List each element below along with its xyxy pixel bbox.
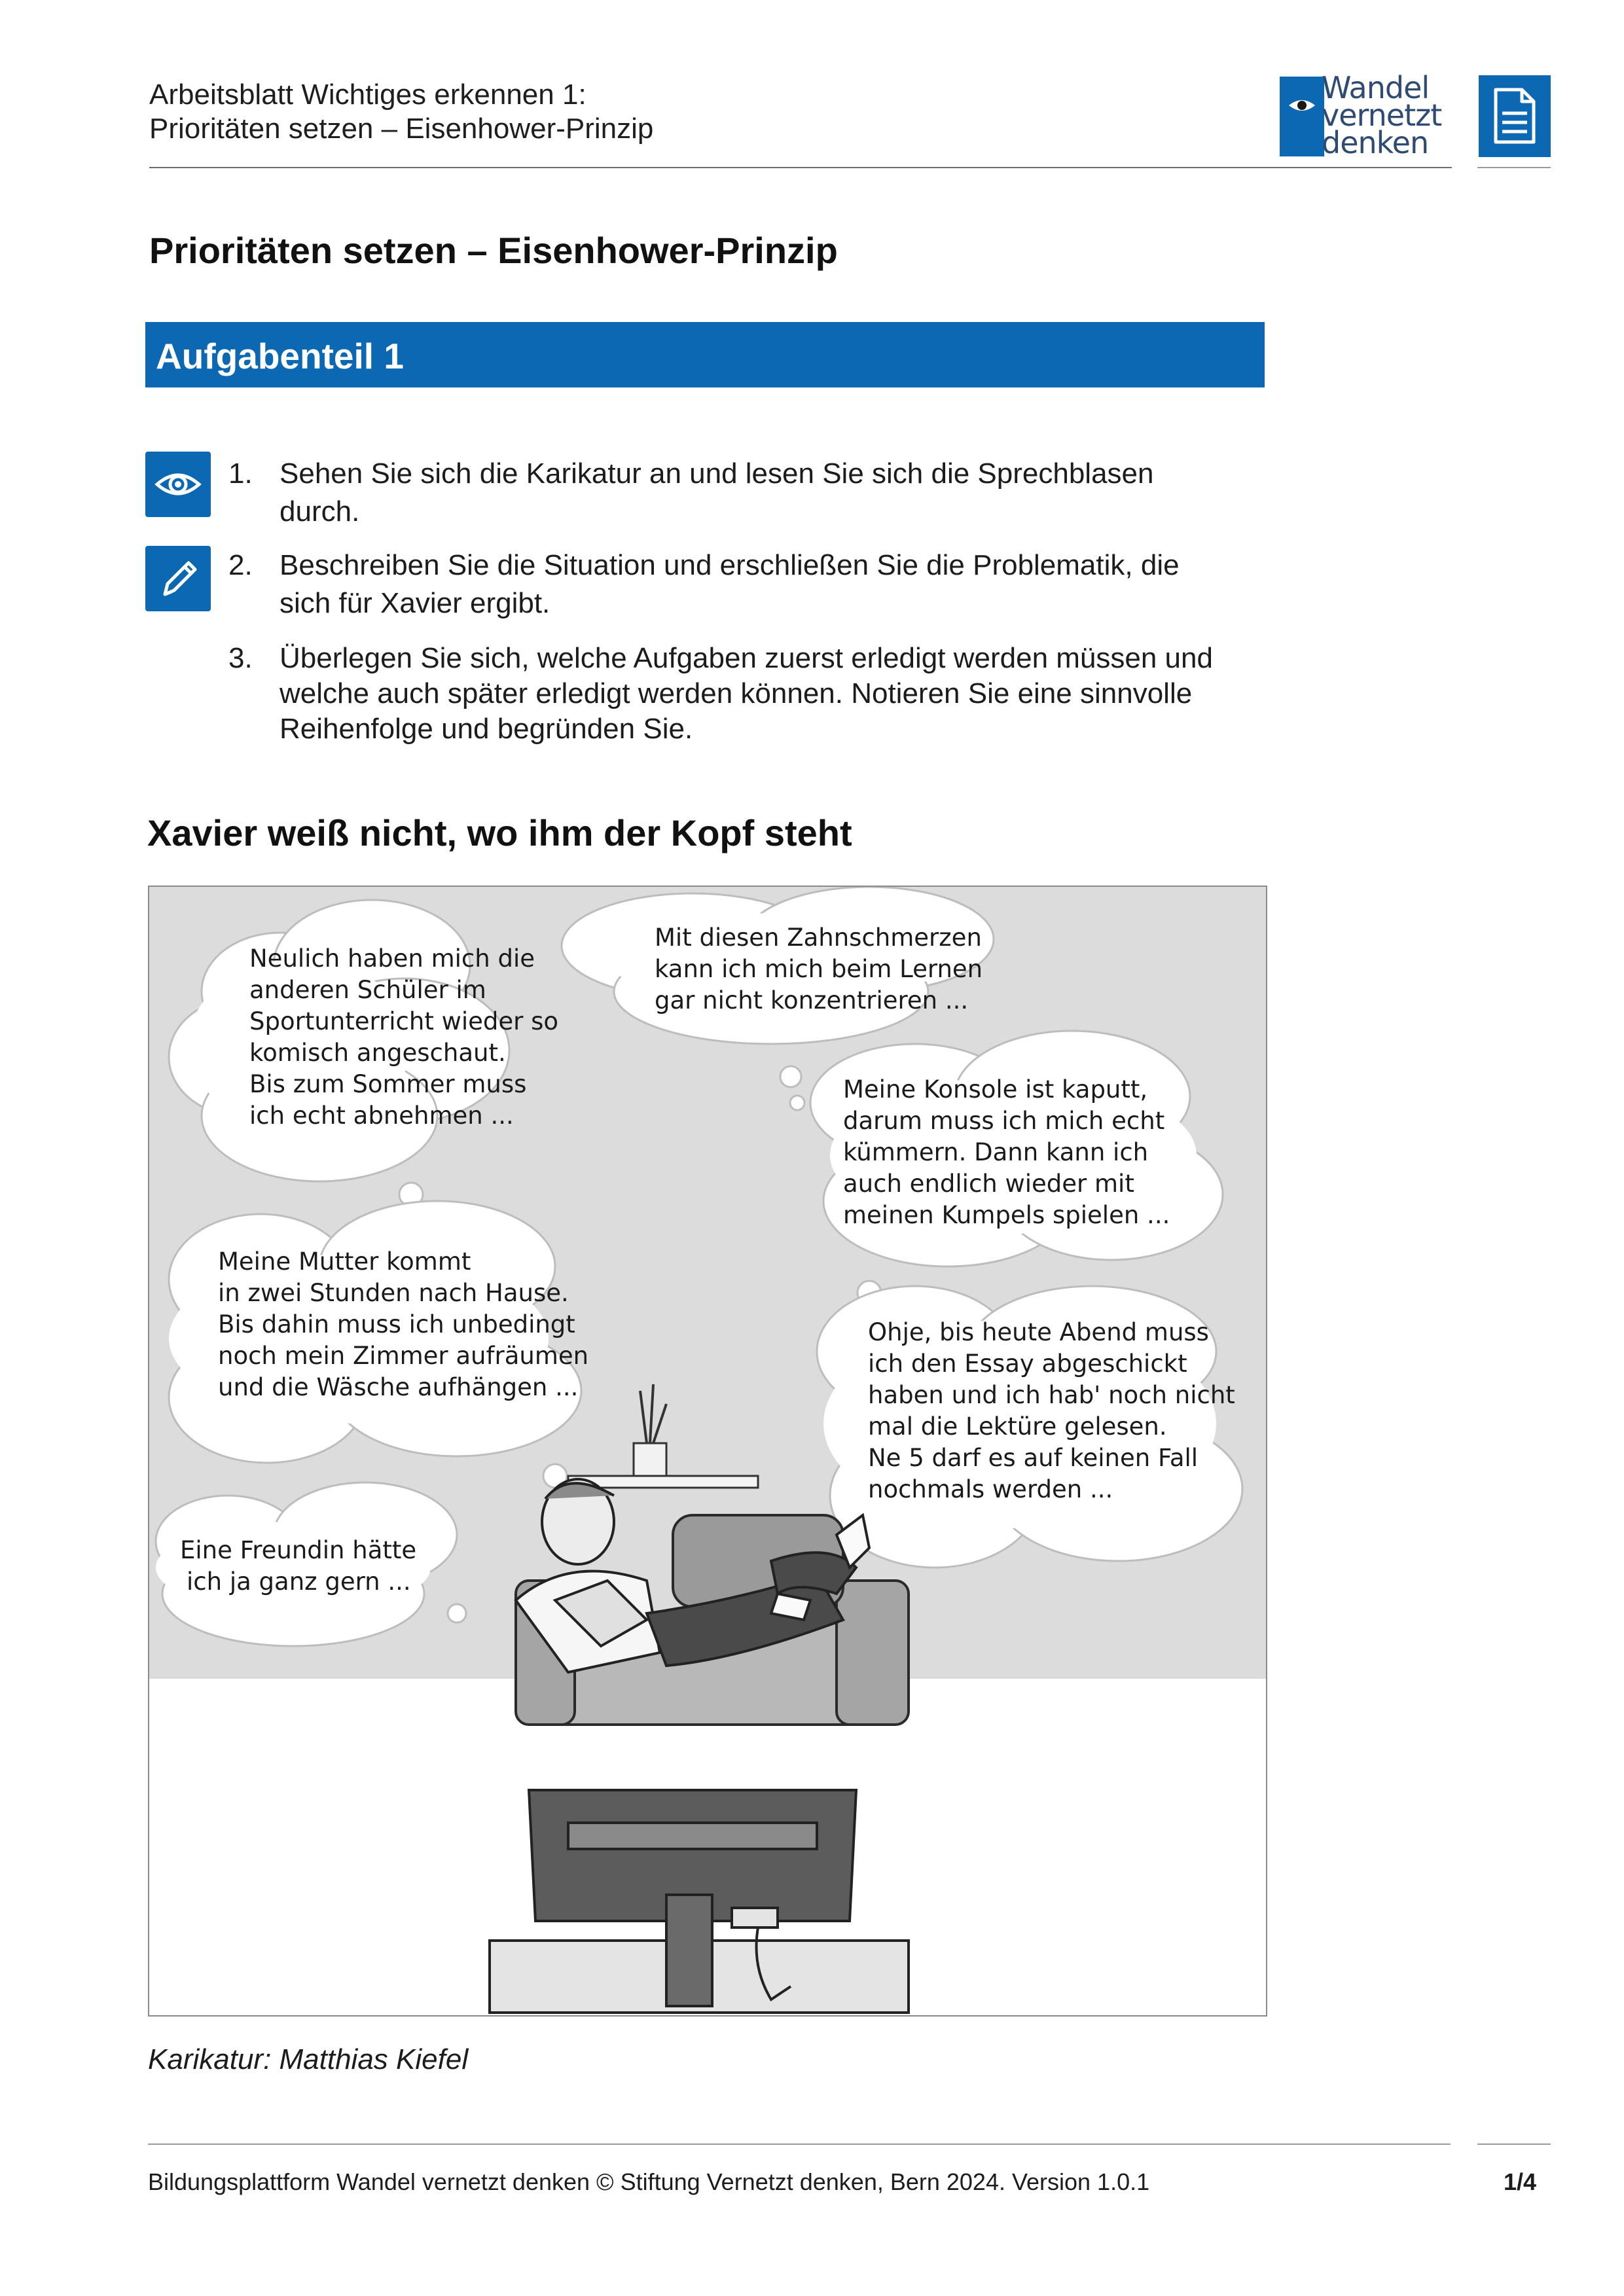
task-number: 3. [228, 642, 253, 674]
task-icon-pencil [145, 546, 211, 611]
logo-word-2: vernetzt [1322, 98, 1442, 133]
task-text-line: Beschreiben Sie die Situation und erschließen Sie die Problematik, die [280, 549, 1180, 581]
task-text-line: welche auch später erledigt werden können. Notieren Sie eine sinnvolle [280, 677, 1193, 709]
task-3 [228, 640, 1276, 751]
task-text-line: durch. [280, 495, 360, 528]
document-icon [1479, 75, 1551, 157]
logo-word-3: denken [1322, 125, 1429, 160]
section-header [145, 322, 1265, 387]
footer-divider-right [1477, 2144, 1551, 2145]
header-subtitle-line2: Prioritäten setzen – Eisenhower-Prinzip [149, 113, 654, 145]
cartoon-caption: Karikatur: Matthias Kiefel [148, 2043, 469, 2075]
page-title: Prioritäten setzen – Eisenhower-Prinzip [149, 230, 838, 271]
cartoon-illustration [148, 886, 1267, 2017]
thought-bubble-mother: Meine Mutter kommt in zwei Stunden nach Hause. Bis dahin muss ich unbedingt noch mein Zimmer aufräumen und die Wäsche aufhängen ... [218, 1247, 589, 1401]
thought-bubble-figure: Neulich haben mich die anderen Schüler im Sportunterricht wieder so komisch angeschaut. Bis zum Sommer muss ich echt abnehmen ... [249, 944, 559, 1130]
eye-logo-icon [1280, 77, 1324, 156]
footer-divider [148, 2144, 1451, 2145]
television [490, 1790, 909, 2013]
thought-bubble-girlfriend: Eine Freundin hätte ich ja ganz gern ... [180, 1536, 417, 1596]
task-text-line: Sehen Sie sich die Karikatur an und lesen Sie sich die Sprechblasen [280, 457, 1154, 490]
thought-bubble-toothache: Mit diesen Zahnschmerzen kann ich mich beim Lernen gar nicht konzentrieren ... [655, 924, 983, 1014]
footer-copyright: Bildungsplattform Wandel vernetzt denken © Stiftung Vernetzt denken, Bern 2024. Version 1.0.1 [148, 2168, 1150, 2195]
header-subtitle-line1: Arbeitsblatt Wichtiges erkennen 1: [149, 79, 586, 111]
task-text-line: Überlegen Sie sich, welche Aufgaben zuerst erledigt werden müssen und [280, 642, 1213, 674]
eye-icon [145, 452, 211, 517]
brand-logo [1280, 70, 1463, 160]
task-1 [228, 456, 1276, 534]
task-2 [228, 547, 1276, 626]
cartoon-title: Xavier weiß nicht, wo ihm der Kopf steht [147, 812, 852, 853]
section-header-label: Aufgabenteil 1 [156, 336, 404, 376]
task-icon-eye [145, 452, 211, 517]
page-number: 1/4 [1504, 2168, 1537, 2195]
task-number: 1. [228, 457, 253, 490]
thought-bubble-console: Meine Konsole ist kaputt, darum muss ich mich echt kümmern. Dann kann ich auch endlich wieder mit meinen Kumpels spielen ... [843, 1075, 1170, 1229]
logo-word-1: Wandel [1322, 70, 1430, 105]
task-text-line: Reihenfolge und begründen Sie. [280, 713, 693, 745]
thought-bubble-essay: Ohje, bis heute Abend muss ich den Essay abgeschickt haben und ich hab' noch nicht mal die Lektüre gelesen. Ne 5 darf es auf keinen Fall nochmals werden ... [868, 1318, 1235, 1503]
header-divider [149, 167, 1452, 168]
header-divider-right [1477, 167, 1551, 168]
task-text-line: sich für Xavier ergibt. [280, 587, 550, 619]
task-number: 2. [228, 549, 253, 581]
pencil-icon [145, 546, 211, 611]
